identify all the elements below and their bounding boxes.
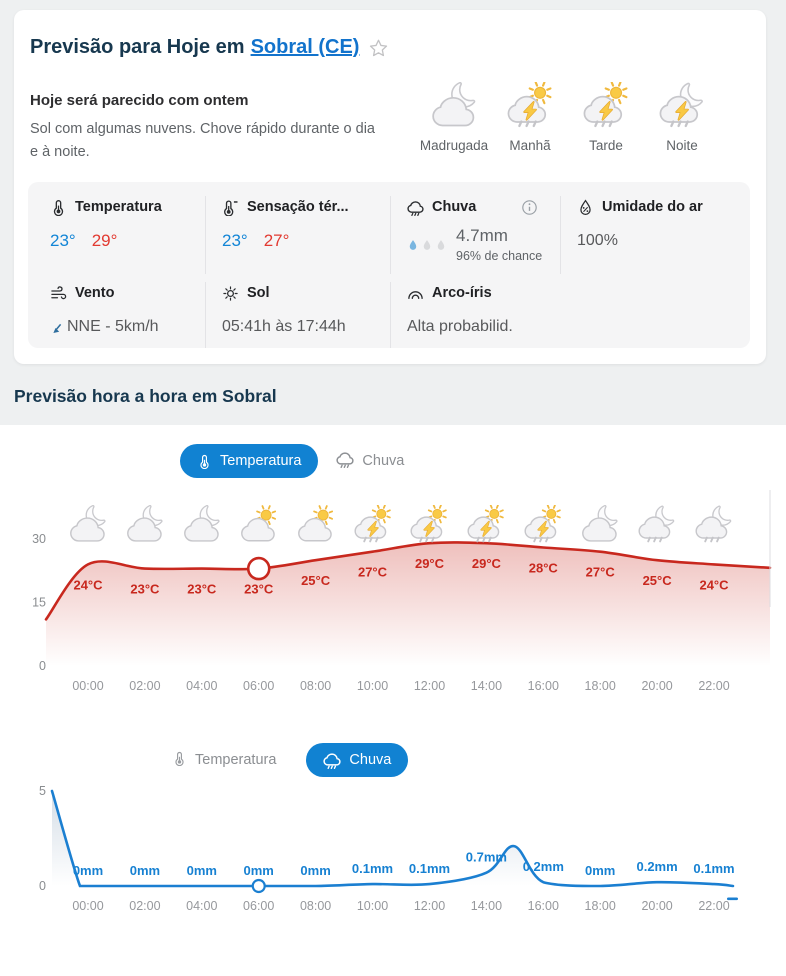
period-label: Noite — [666, 138, 698, 153]
sun-cloud-icon — [297, 505, 335, 543]
svg-text:14:00: 14:00 — [470, 679, 503, 693]
summary-text: Sol com algumas nuvens. Chove rápido durante o dia e à noite. — [30, 121, 375, 161]
today-stats — [28, 182, 750, 348]
svg-text:27°C: 27°C — [357, 564, 388, 580]
rain-chance: 96% de chance — [456, 249, 543, 263]
thermometer-icon — [197, 454, 212, 469]
svg-text:0mm: 0mm — [129, 863, 161, 878]
page-title — [30, 36, 389, 59]
stat-label: Chuva — [432, 199, 477, 215]
svg-text:20:00: 20:00 — [641, 679, 673, 693]
svg-text:24°C: 24°C — [73, 577, 103, 593]
svg-text:16:00: 16:00 — [527, 899, 559, 913]
period-item — [492, 82, 568, 153]
svg-text:00:00: 00:00 — [72, 899, 104, 913]
svg-text:22:00: 22:00 — [698, 899, 730, 913]
svg-text:0mm: 0mm — [585, 863, 616, 878]
rain-cloud-icon — [323, 751, 341, 769]
raindrop-icon — [407, 239, 419, 251]
temp-chart-toggle — [180, 444, 404, 478]
svg-text:0: 0 — [39, 659, 46, 673]
svg-text:0.1mm: 0.1mm — [693, 861, 735, 877]
star-icon[interactable] — [368, 38, 389, 59]
svg-text:12:00: 12:00 — [413, 679, 446, 693]
stat-label: Vento — [75, 285, 115, 301]
stat-arco-iris — [390, 282, 750, 348]
svg-text:06:00: 06:00 — [243, 679, 275, 693]
cloud-moon-icon — [183, 505, 221, 543]
cloud-moon-storm-icon — [659, 82, 705, 128]
svg-text:25°C: 25°C — [642, 573, 672, 589]
stat-label: Temperatura — [75, 199, 162, 215]
rain-chart — [0, 775, 786, 925]
svg-text:0.7mm: 0.7mm — [465, 849, 508, 865]
svg-text:06:00: 06:00 — [243, 899, 275, 913]
svg-text:12:00: 12:00 — [413, 899, 446, 913]
cloud-moon-icon — [581, 505, 619, 543]
stat-label: Arco-íris — [432, 285, 492, 301]
wind-value: NNE - 5km/h — [67, 318, 159, 335]
info-icon[interactable] — [521, 199, 538, 216]
today-summary — [30, 92, 382, 165]
svg-text:08:00: 08:00 — [299, 679, 332, 693]
svg-text:10:00: 10:00 — [356, 899, 389, 913]
thermometer-icon — [172, 751, 187, 770]
svg-text:23°C: 23°C — [187, 581, 217, 597]
day-periods — [416, 82, 720, 153]
rain-cloud-icon — [336, 450, 354, 472]
sun-cloud-storm-icon — [467, 505, 505, 543]
svg-text:27°C: 27°C — [585, 564, 615, 580]
sun-cloud-storm-icon — [354, 505, 392, 543]
sun-cloud-storm-icon — [507, 82, 553, 128]
svg-text:18:00: 18:00 — [584, 899, 616, 913]
svg-text:23°C: 23°C — [244, 581, 274, 597]
svg-text:5: 5 — [39, 784, 46, 798]
period-label: Manhã — [509, 138, 551, 153]
svg-text:29°C: 29°C — [471, 556, 501, 572]
stat-label: Sensação tér... — [247, 199, 349, 215]
period-item — [568, 82, 644, 153]
svg-text:0: 0 — [39, 879, 46, 893]
temp-max: 29° — [91, 231, 118, 250]
stat-label: Sol — [247, 285, 270, 301]
raindrop-icon — [435, 239, 447, 251]
stat-sol — [205, 282, 390, 348]
svg-text:14:00: 14:00 — [470, 899, 503, 913]
rain-cloud-icon — [407, 199, 424, 216]
feels-max: 27° — [263, 231, 290, 250]
svg-text:18:00: 18:00 — [584, 679, 616, 693]
cloud-moon-rain-icon — [695, 505, 733, 543]
svg-text:08:00: 08:00 — [299, 899, 332, 913]
svg-text:00:00: 00:00 — [72, 679, 104, 693]
wind-direction-arrow-icon — [50, 321, 64, 335]
svg-text:04:00: 04:00 — [186, 899, 218, 913]
sun-icon — [222, 285, 239, 302]
toggle-label: Temperatura — [195, 752, 277, 768]
period-label: Tarde — [589, 138, 623, 153]
sun-hours-value: 05:41h às 17:44h — [222, 318, 346, 335]
svg-text:10:00: 10:00 — [356, 679, 389, 693]
toggle-chuva-active[interactable] — [306, 743, 408, 777]
stat-umidade — [560, 196, 750, 274]
today-forecast-card — [14, 10, 766, 364]
stat-vento — [28, 282, 205, 348]
svg-text:24°C: 24°C — [699, 577, 729, 593]
svg-text:29°C: 29°C — [414, 556, 445, 572]
period-label: Madrugada — [419, 138, 489, 153]
svg-text:28°C: 28°C — [528, 560, 558, 576]
toggle-temperatura-inactive[interactable] — [172, 751, 276, 770]
sun-cloud-storm-icon — [410, 505, 448, 543]
feels-min: 23° — [222, 231, 248, 250]
svg-text:0.1mm: 0.1mm — [408, 861, 451, 877]
svg-text:20:00: 20:00 — [641, 899, 673, 913]
cloud-moon-icon — [69, 505, 107, 543]
sun-cloud-icon — [240, 505, 278, 543]
wind-icon — [50, 285, 67, 302]
thermometer-minus-icon — [222, 199, 239, 216]
cloud-moon-rain-icon — [638, 505, 676, 543]
svg-text:04:00: 04:00 — [186, 679, 218, 693]
period-item — [644, 82, 720, 153]
svg-text:0.2mm: 0.2mm — [636, 859, 678, 875]
svg-text:0mm: 0mm — [243, 863, 274, 878]
title-text: Previsão para Hoje em — [30, 36, 245, 58]
temperature-chart — [0, 490, 786, 705]
sun-cloud-storm-icon — [524, 505, 562, 543]
svg-text:02:00: 02:00 — [129, 679, 161, 693]
sun-cloud-storm-icon — [583, 82, 629, 128]
period-item — [416, 82, 492, 153]
svg-text:0.1mm: 0.1mm — [351, 861, 394, 877]
rainbow-value: Alta probabilid. — [407, 318, 513, 335]
stat-label: Umidade do ar — [602, 199, 703, 215]
raindrop-icon — [421, 239, 433, 251]
toggle-temperatura-active[interactable] — [180, 444, 318, 478]
city-link[interactable]: Sobral (CE) — [250, 36, 360, 58]
svg-text:22:00: 22:00 — [698, 679, 730, 693]
rainbow-icon — [407, 285, 424, 302]
stat-sensacao — [205, 196, 390, 274]
toggle-label: Chuva — [362, 453, 405, 469]
toggle-label: Chuva — [349, 752, 392, 768]
svg-text:30: 30 — [32, 532, 46, 546]
svg-text:23°C: 23°C — [130, 581, 160, 597]
svg-text:0mm: 0mm — [72, 863, 104, 878]
stat-chuva — [390, 196, 560, 274]
svg-text:16:00: 16:00 — [527, 679, 559, 693]
svg-text:15: 15 — [32, 595, 46, 610]
svg-text:02:00: 02:00 — [129, 899, 161, 913]
toggle-label: Temperatura — [220, 453, 302, 469]
hourly-heading: Previsão hora a hora em Sobral — [14, 386, 277, 406]
cloud-moon-icon — [431, 82, 477, 128]
humidity-value: 100% — [577, 232, 618, 249]
svg-text:25°C: 25°C — [301, 573, 331, 589]
svg-text:0mm: 0mm — [186, 863, 217, 878]
temp-min: 23° — [50, 231, 76, 250]
svg-text:0mm: 0mm — [300, 863, 331, 878]
hourly-charts-card — [0, 425, 786, 976]
rain-intensity-droplets — [407, 239, 447, 251]
rain-chart-toggle — [172, 743, 408, 777]
cloud-moon-icon — [126, 505, 164, 543]
humidity-icon — [577, 199, 594, 216]
toggle-chuva-inactive[interactable] — [336, 450, 404, 472]
stat-temperatura — [28, 196, 205, 274]
thermometer-icon — [50, 199, 67, 216]
summary-title: Hoje será parecido com ontem — [30, 92, 249, 109]
rain-amount: 4.7mm — [456, 226, 508, 245]
svg-text:0.2mm: 0.2mm — [522, 859, 564, 875]
